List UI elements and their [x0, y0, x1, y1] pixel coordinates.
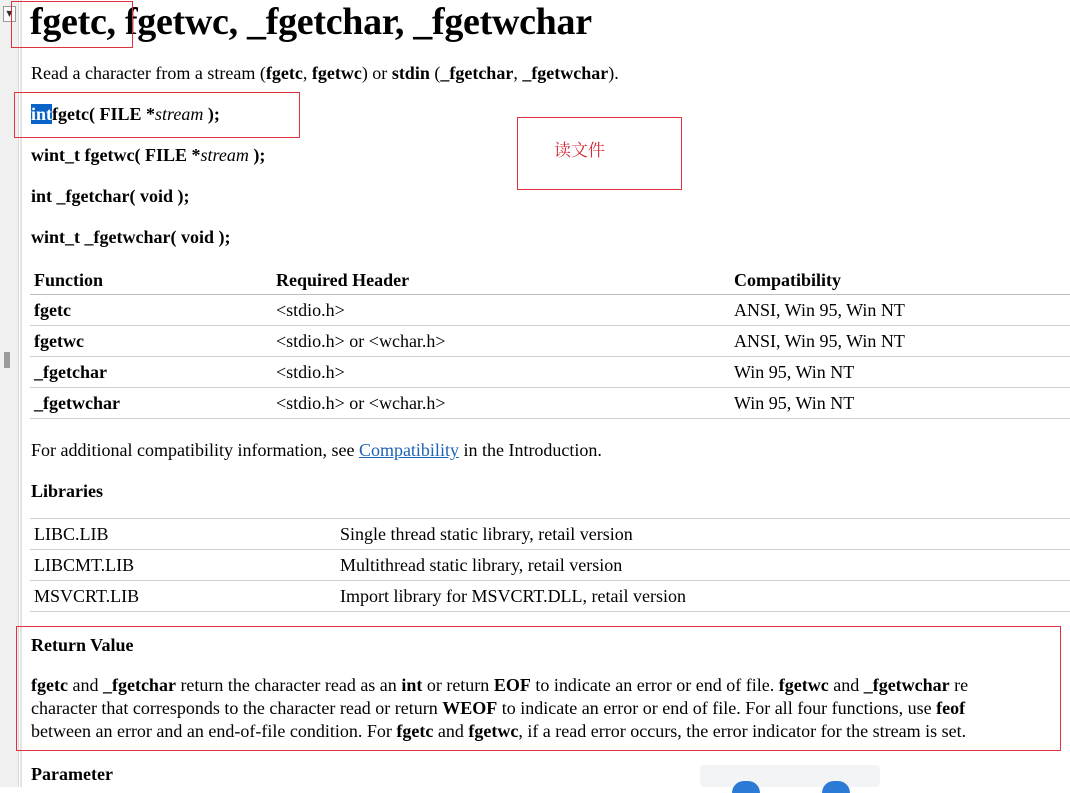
annotation-note: 读文件 — [554, 141, 605, 161]
paragraph-line — [31, 720, 1070, 743]
compat-cell: Win 95, Win NT — [730, 357, 1070, 388]
table-row — [30, 295, 1070, 326]
header-cell: <stdio.h> or <wchar.h> — [272, 388, 730, 419]
prototype-fgetchar: int _fgetchar( void ); — [31, 186, 190, 206]
library-desc-cell: Single thread static library, retail version — [336, 519, 1070, 550]
compatibility-note — [31, 438, 602, 462]
header-cell: <stdio.h> — [272, 295, 730, 326]
description — [31, 62, 619, 84]
header-cell: <stdio.h> — [272, 357, 730, 388]
note-text: in the Introduction. — [458, 440, 602, 460]
desc-text: ) or — [361, 63, 392, 83]
desc-text: Read a character from a stream ( — [31, 63, 266, 83]
compat-cell: ANSI, Win 95, Win NT — [730, 295, 1070, 326]
header-cell: <stdio.h> or <wchar.h> — [272, 326, 730, 357]
libraries-table — [30, 518, 1070, 612]
desc-text: , — [513, 63, 523, 83]
prototype-text: ); — [203, 104, 220, 124]
return-value-paragraph — [31, 674, 1070, 743]
selected-text[interactable]: int — [31, 104, 53, 124]
line-text: or return — [422, 675, 494, 695]
fn-name: feof — [936, 698, 966, 718]
library-cell: MSVCRT.LIB — [30, 581, 336, 612]
line-text: character that corresponds to the character read or return — [31, 698, 443, 718]
function-cell: fgetc — [30, 295, 272, 326]
fn-name: fgetwc — [778, 675, 829, 695]
desc-fgetc: fgetc — [265, 63, 303, 83]
page-title: fgetc, fgetwc, _fgetchar, _fgetwchar — [30, 1, 592, 43]
compat-cell: Win 95, Win NT — [730, 388, 1070, 419]
gutter-divider — [20, 0, 22, 787]
compatibility-link[interactable]: Compatibility — [358, 440, 459, 460]
library-desc-cell: Multithread static library, retail version — [336, 550, 1070, 581]
desc-stdin: stdin — [391, 63, 430, 83]
prototype-arg: stream — [200, 145, 249, 165]
keyword: int — [401, 675, 423, 695]
function-cell: _fgetwchar — [30, 388, 272, 419]
line-text: and — [433, 721, 469, 741]
table-row — [30, 388, 1070, 419]
desc-text: ( — [429, 63, 441, 83]
line-text: return the character read as an — [175, 675, 402, 695]
column-header: Function — [30, 266, 272, 295]
fn-name: _fgetwchar — [863, 675, 950, 695]
desc-text: ). — [608, 63, 619, 83]
line-text: and — [67, 675, 103, 695]
prototype-text: fgetc( FILE * — [52, 104, 155, 124]
library-desc-cell: Import library for MSVCRT.DLL, retail version — [336, 581, 1070, 612]
prototype-text: wint_t fgetwc( FILE * — [31, 145, 201, 165]
table-row — [30, 357, 1070, 388]
compatibility-table — [30, 266, 1070, 419]
desc-fgetwchar: _fgetwchar — [522, 63, 609, 83]
line-text: between an error and an end-of-file condition. For — [31, 721, 397, 741]
desc-fgetchar: _fgetchar — [440, 63, 514, 83]
line-text: re — [949, 675, 969, 695]
line-text: and — [828, 675, 864, 695]
fn-name: fgetwc — [468, 721, 519, 741]
collapse-toggle-icon[interactable]: ▼ — [3, 6, 16, 22]
keyword: EOF — [493, 675, 531, 695]
function-cell: _fgetchar — [30, 357, 272, 388]
paragraph-line — [31, 674, 1070, 697]
library-cell: LIBCMT.LIB — [30, 550, 336, 581]
parameter-heading: Parameter — [31, 764, 113, 784]
scroll-marker[interactable] — [4, 352, 10, 368]
paragraph-line — [31, 697, 1070, 720]
table-row — [30, 326, 1070, 357]
note-text: For additional compatibility information, see — [31, 440, 359, 460]
libraries-heading: Libraries — [31, 481, 103, 501]
prototype-arg: stream — [155, 104, 204, 124]
line-text: , if a read error occurs, the error indicator for the stream is set. — [518, 721, 967, 741]
column-header: Compatibility — [730, 266, 1070, 295]
table-row — [30, 550, 1070, 581]
line-text: to indicate an error or end of file. — [530, 675, 779, 695]
keyword: WEOF — [442, 698, 498, 718]
line-text: to indicate an error or end of file. For all four functions, use — [497, 698, 937, 718]
floating-toolbar — [700, 765, 880, 787]
fn-name: fgetc — [396, 721, 434, 741]
table-header-row — [30, 266, 1070, 295]
desc-fgetwc: fgetwc — [311, 63, 362, 83]
return-value-heading: Return Value — [31, 635, 134, 655]
fn-name: _fgetchar — [102, 675, 176, 695]
prototype-fgetc — [31, 103, 220, 125]
fn-name: fgetc — [31, 675, 68, 695]
column-header: Required Header — [272, 266, 730, 295]
prototype-fgetwc — [31, 144, 265, 166]
table-row — [30, 581, 1070, 612]
prototype-fgetwchar: wint_t _fgetwchar( void ); — [31, 227, 231, 247]
function-cell: fgetwc — [30, 326, 272, 357]
table-row — [30, 519, 1070, 550]
desc-text: , — [302, 63, 312, 83]
library-cell: LIBC.LIB — [30, 519, 336, 550]
prototype-text: ); — [248, 145, 266, 165]
compat-cell: ANSI, Win 95, Win NT — [730, 326, 1070, 357]
left-gutter — [0, 0, 19, 787]
